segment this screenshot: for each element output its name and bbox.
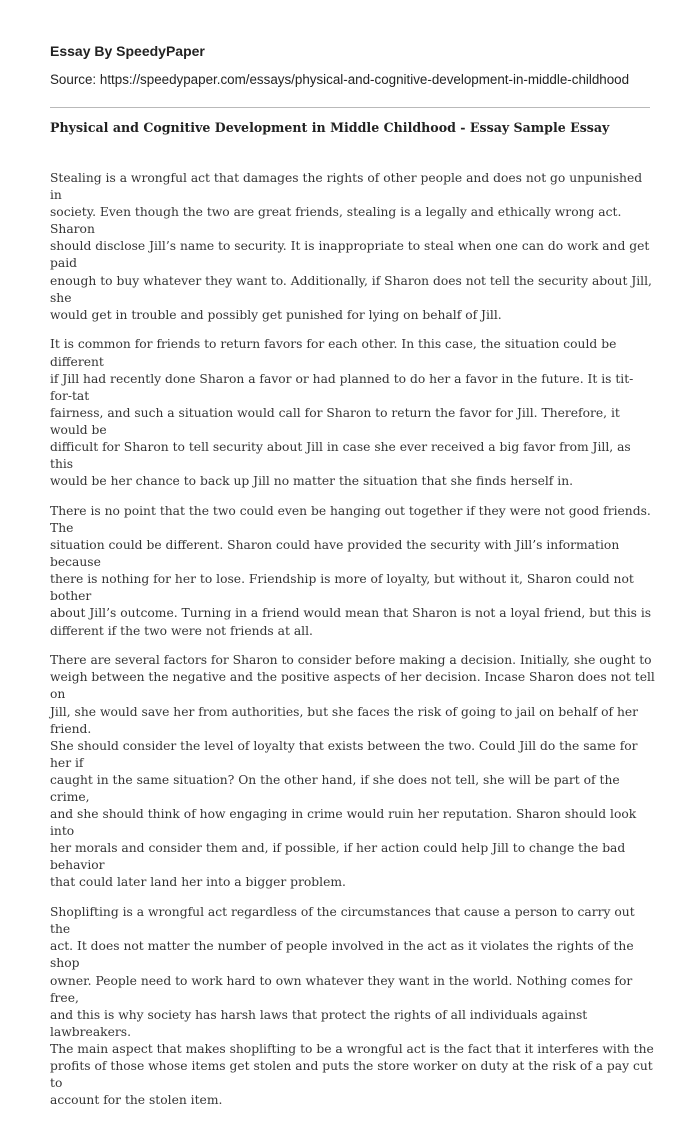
source-link[interactable]: Source: https://speedypaper.com/essays/physical-and-cognitive-development-in-middle-childhood bbox=[50, 72, 630, 87]
paragraph: Stealing is a wrongful act that damages the rights of other people and does not go unpunished in society. Even though the two are great friends, stealing is a legally and ethically wrong act. Sharon should disclose Jill’s name to security. It is inappropriate to steal when one can do work and get paid enough to buy whatever they want to. Additionally, if Sharon does not tell the security about Jill, she would get in trouble and possibly get punished for lying on behalf of Jill. bbox=[50, 171, 652, 322]
header-divider bbox=[50, 107, 650, 108]
essay-title: Physical and Cognitive Development in Middle Childhood - Essay Sample Essay bbox=[50, 120, 610, 135]
document-header-title: Essay By SpeedyPaper bbox=[50, 43, 205, 59]
paragraph: Shoplifting is a wrongful act regardless of the circumstances that cause a person to carry out the act. It does not matter the number of people involved in the act as it violates the rights of the shop owner. People need to work hard to own whatever they want in the world. Nothing comes for free, and this is why society has harsh laws that protect the rights of all individuals against lawbreakers. The main aspect that makes shoplifting to be a wrongful act is the fact that it interferes with the profits of those whose items get stolen and puts the store worker on duty at the risk of a pay cut to account for the stolen item. bbox=[50, 905, 654, 1108]
paragraph: It is common for friends to return favors for each other. In this case, the situation could be different if Jill had recently done Sharon a favor or had planned to do her a favor in the future. It is tit-for-tat fairness, and such a situation would call for Sharon to return the favor for Jill. Therefore, it would be difficult for Sharon to tell security about Jill in case she ever received a big favor from Jill, as this would be her chance to back up Jill no matter the situation that she finds herself in. bbox=[50, 337, 634, 489]
paragraph: There is no point that the two could even be hanging out together if they were not good friends. The situation could be different. Sharon could have provided the security with Jill’s information because there is nothing for her to lose. Friendship is more of loyalty, but without it, Sharon could not bother about Jill’s outcome. Turning in a friend would mean that Sharon is not a loyal friend, but this is different if the two were not friends at all. bbox=[50, 503, 652, 638]
essay-body bbox=[50, 170, 655, 1122]
paragraph: There are several factors for Sharon to consider before making a decision. Initially, she ought to weigh between the negative and the positive aspects of her decision. Incase Sharon does not tell on Jill, she would save her from authorities, but she faces the risk of going to jail on behalf of her friend. She should consider the level of loyalty that exists between the two. Could Jill do the same for her if caught in the same situation? On the other hand, if she does not tell, she will be part of the crime, and she should think of how engaging in crime would ruin her reputation. Sharon should look into her morals and consider them and, if possible, if her action could help Jill to change the bad behavior that could later land her into a bigger problem. bbox=[50, 653, 655, 890]
